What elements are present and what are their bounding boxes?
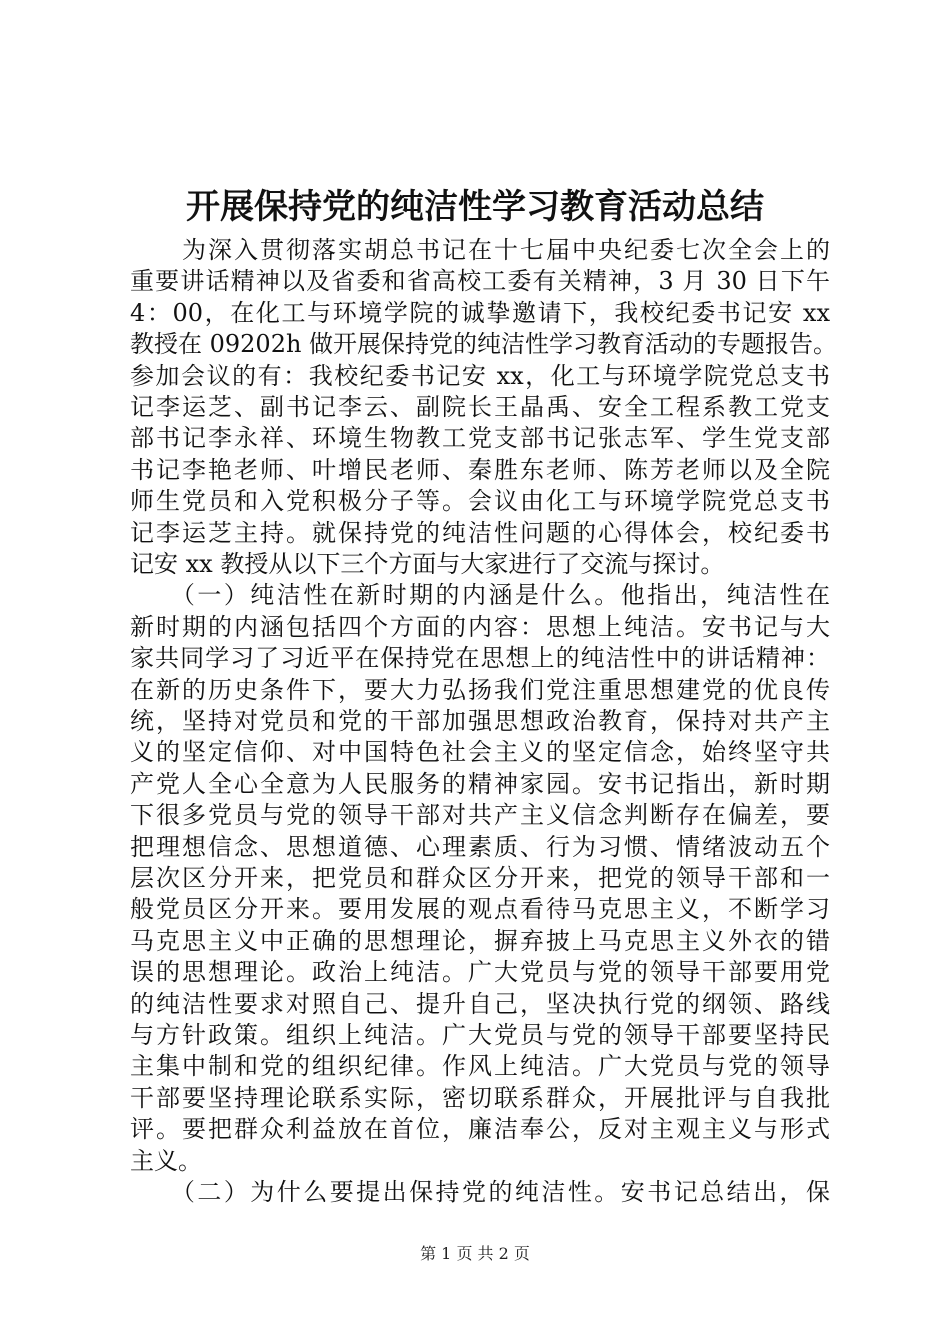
body-line: 部书记李永祥、环境生物教工党支部书记张志军、学生党支部 bbox=[130, 424, 830, 453]
body-line: 与方针政策。组织上纯洁。广大党员与党的领导干部要坚持民 bbox=[130, 1021, 830, 1049]
body-line: 4：00，在化工与环境学院的诚挚邀请下，我校纪委书记安 xx bbox=[130, 298, 830, 327]
body-line: 主义。 bbox=[130, 1146, 202, 1175]
body-line: 书记李艳老师、叶增民老师、秦胜东老师、陈芳老师以及全院 bbox=[130, 455, 830, 484]
body-line: 层次区分开来，把党员和群众区分开来，把党的领导干部和一 bbox=[130, 864, 830, 892]
body-line: 教授在 09202h 做开展保持党的纯洁性学习教育活动的专题报告。 bbox=[130, 330, 838, 359]
body-line: 评。要把群众利益放在首位，廉洁奉公，反对主观主义与形式 bbox=[130, 1115, 830, 1144]
body-line: 在新的历史条件下，要大力弘扬我们党注重思想建党的优良传 bbox=[130, 675, 830, 704]
body-line: 为深入贯彻落实胡总书记在十七届中央纪委七次全会上的 bbox=[130, 236, 830, 264]
body-line: （一）纯洁性在新时期的内涵是什么。他指出，纯洁性在 bbox=[130, 581, 830, 610]
body-line: 马克思主义中正确的思想理论，摒弃披上马克思主义外衣的错 bbox=[130, 926, 830, 955]
page-number-footer: 第 1 页 共 2 页 bbox=[420, 1244, 530, 1263]
body-line: 产党人全心全意为人民服务的精神家园。安书记指出，新时期 bbox=[130, 769, 830, 798]
document-title: 开展保持党的纯洁性学习教育活动总结 bbox=[186, 187, 764, 227]
body-line: 干部要坚持理论联系实际，密切联系群众，开展批评与自我批 bbox=[130, 1083, 830, 1112]
body-line: （二）为什么要提出保持党的纯洁性。安书记总结出，保 bbox=[130, 1178, 830, 1206]
body-line: 把理想信念、思想道德、心理素质、行为习惯、情绪波动五个 bbox=[130, 832, 830, 861]
body-line: 家共同学习了习近平在保持党在思想上的纯洁性中的讲话精神： bbox=[130, 644, 830, 673]
body-line: 主集中制和党的组织纪律。作风上纯洁。广大党员与党的领导 bbox=[130, 1052, 830, 1081]
body-line: 师生党员和入党积极分子等。会议由化工与环境学院党总支书 bbox=[130, 487, 830, 516]
body-line: 记李运芝主持。就保持党的纯洁性问题的心得体会，校纪委书 bbox=[130, 518, 830, 547]
body-line: 记安 xx 教授从以下三个方面与大家进行了交流与探讨。 bbox=[130, 550, 725, 578]
body-line: 的纯洁性要求对照自己、提升自己，坚决执行党的纲领、路线 bbox=[130, 989, 830, 1018]
body-line: 新时期的内涵包括四个方面的内容：思想上纯洁。安书记与大 bbox=[130, 612, 830, 641]
body-line: 误的思想理论。政治上纯洁。广大党员与党的领导干部要用党 bbox=[130, 958, 830, 987]
body-line: 参加会议的有：我校纪委书记安 xx，化工与环境学院党总支书 bbox=[130, 361, 830, 390]
body-line: 下很多党员与党的领导干部对共产主义信念判断存在偏差，要 bbox=[130, 801, 830, 830]
body-line: 统，坚持对党员和党的干部加强思想政治教育，保持对共产主 bbox=[130, 707, 830, 735]
body-line: 般党员区分开来。要用发展的观点看待马克思主义，不断学习 bbox=[130, 895, 830, 924]
body-line: 义的坚定信仰、对中国特色社会主义的坚定信念，始终坚守共 bbox=[130, 738, 830, 767]
body-line: 记李运芝、副书记李云、副院长王晶禹、安全工程系教工党支 bbox=[130, 393, 830, 421]
body-line: 重要讲话精神以及省委和省高校工委有关精神，3 月 30 日下午 bbox=[130, 267, 830, 296]
